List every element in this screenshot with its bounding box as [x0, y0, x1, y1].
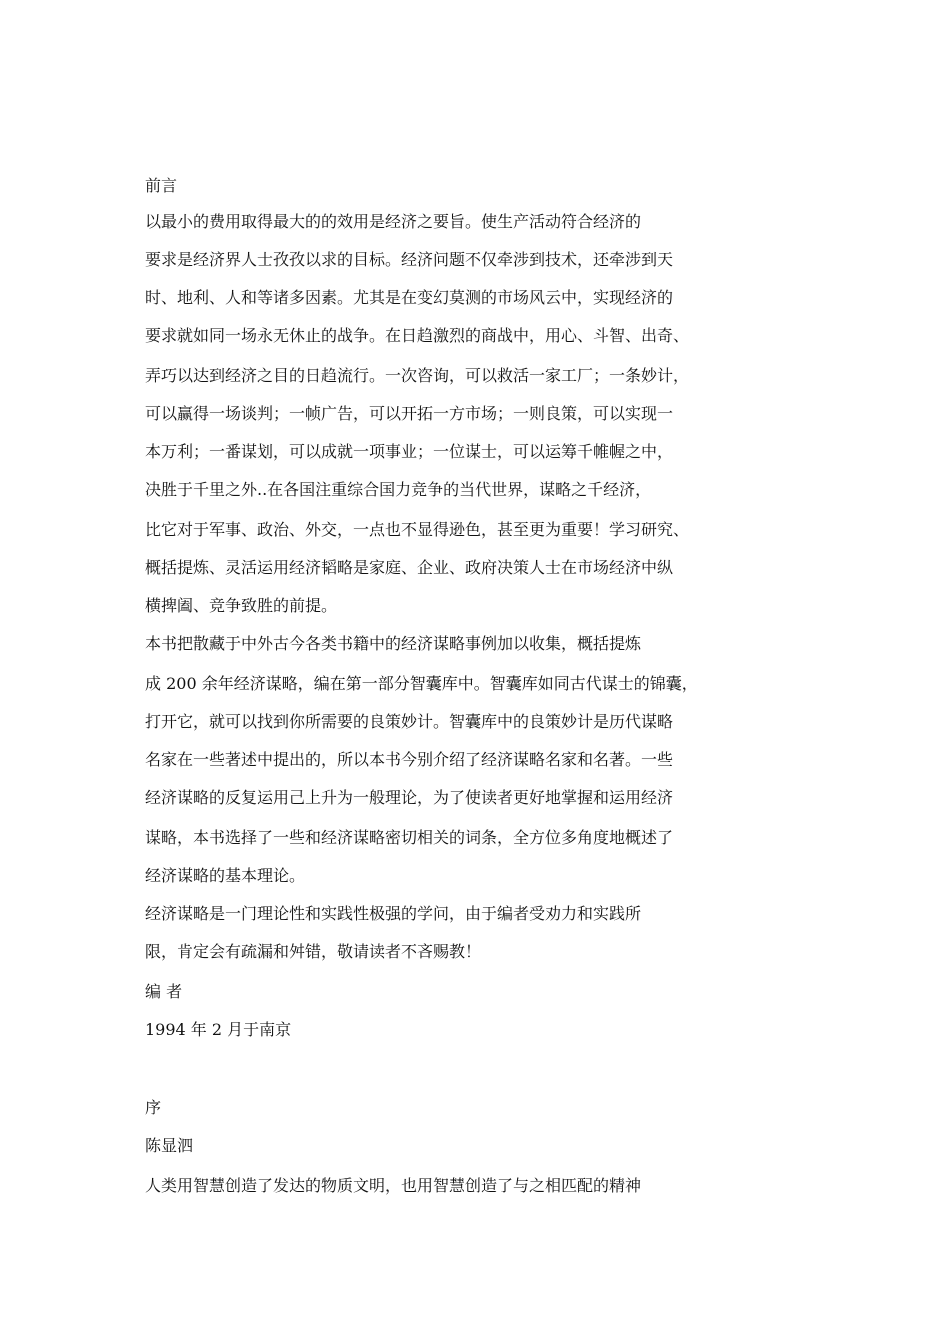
preface-line: 限，肯定会有疏漏和舛错，敬请读者不吝赐教！ — [145, 942, 482, 961]
preface-line: 经济谋略是一门理论性和实践性极强的学问，由于编者受劝力和实践所 — [145, 904, 642, 923]
preface-line: 成 200 余年经济谋略，编在第一部分智囊库中。智囊库如同古代谋士的锦囊， — [145, 674, 698, 693]
preface-line: 经济谋略的反复运用己上升为一般理论，为了使读者更好地掌握和运用经济 — [145, 788, 674, 807]
preface-line: 比它对于军事、政治、外交，一点也不显得逊色，甚至更为重要！学习研究、 — [145, 520, 690, 539]
preface-line: 打开它，就可以找到你所需要的良策妙计。智囊库中的良策妙计是历代谋略 — [145, 712, 674, 731]
preface-line: 可以赢得一场谈判；一帧广告，可以开拓一方市场；一则良策，可以实现一 — [145, 404, 674, 423]
preface-line: 经济谋略的基本理论。 — [145, 866, 306, 885]
preface-line: 决胜于千里之外..在各国注重综合国力竞争的当代世界，谋略之千经济， — [145, 480, 652, 499]
preface-signature: 编 者 — [145, 982, 183, 1001]
foreword-title: 序 — [145, 1098, 162, 1117]
foreword-author: 陈显泗 — [145, 1136, 194, 1155]
preface-line: 要求是经济界人士孜孜以求的目标。经济问题不仅牵涉到技术，还牵涉到天 — [145, 250, 674, 269]
preface-line: 以最小的费用取得最大的的效用是经济之要旨。使生产活动符合经济的 — [145, 212, 642, 231]
preface-line: 弄巧以达到经济之目的日趋流行。一次咨询，可以救活一家工厂；一条妙计， — [145, 366, 690, 385]
preface-line: 本万利；一番谋划，可以成就一项事业；一位谋士，可以运筹千帷幄之中， — [145, 442, 674, 461]
preface-line: 时、地利、人和等诸多因素。尤其是在变幻莫测的市场风云中，实现经济的 — [145, 288, 674, 307]
preface-line: 名家在一些著述中提出的，所以本书今别介绍了经济谋略名家和名著。一些 — [145, 750, 674, 769]
preface-line: 谋略，本书选择了一些和经济谋略密切相关的词条，全方位多角度地概述了 — [145, 828, 674, 847]
preface-line: 概括提炼、灵活运用经济韬略是家庭、企业、政府决策人士在市场经济中纵 — [145, 558, 674, 577]
preface-line: 本书把散藏于中外古今各类书籍中的经济谋略事例加以收集，概括提炼 — [145, 634, 642, 653]
preface-line: 要求就如同一场永无休止的战争。在日趋激烈的商战中，用心、斗智、出奇、 — [145, 326, 690, 345]
preface-line: 横捭阖、竞争致胜的前提。 — [145, 596, 338, 615]
foreword-line: 人类用智慧创造了发达的物质文明，也用智慧创造了与之相匹配的精神 — [145, 1176, 642, 1195]
preface-date: 1994 年 2 月于南京 — [145, 1020, 292, 1039]
preface-title: 前言 — [145, 176, 178, 195]
